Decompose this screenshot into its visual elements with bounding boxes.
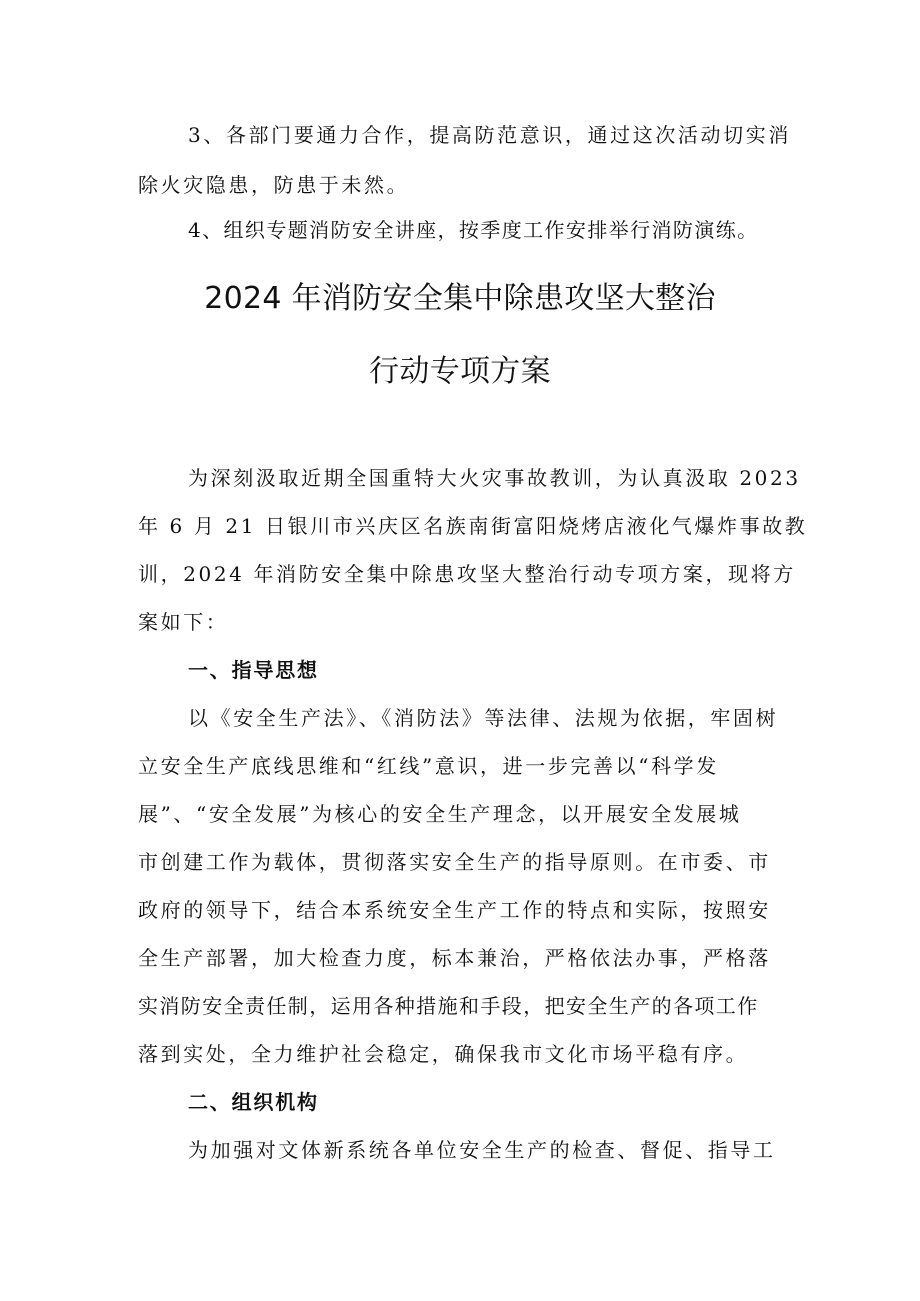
section-1-line-1: 以《安全生产法》、《消防法》等法律、法规为依据，牢固树 — [188, 706, 779, 730]
section-2-line-1: 为加强对文体新系统各单位安全生产的检查、督促、指导工 — [188, 1138, 776, 1162]
section-1-line-5: 政府的领导下，结合本系统安全生产工作的特点和实际，按照安 — [138, 898, 771, 922]
section-1-line-4: 市创建工作为载体，贯彻落实安全生产的指导原则。在市委、市 — [138, 850, 771, 874]
preface-line-3: 训，2024 年消防安全集中除患攻坚大整治行动专项方案，现将方 — [138, 562, 796, 586]
preface-line-1: 为深刻汲取近期全国重特大火灾事故教训，为认真汲取 2023 — [188, 466, 801, 490]
intro-item-3-line-2: 除火灾隐患，防患于未然。 — [138, 173, 410, 197]
preface-line-4: 案如下： — [138, 610, 229, 634]
intro-item-4: 4、组织专题消防安全讲座，按季度工作安排举行消防演练。 — [188, 218, 759, 242]
section-1-line-7: 实消防安全责任制，运用各种措施和手段，把安全生产的各项工作 — [138, 994, 759, 1018]
section-1-line-2: 立安全生产底线思维和“红线”意识，进一步完善以“科学发 — [138, 754, 719, 778]
intro-item-3-line-1: 3、各部门要通力合作，提高防范意识，通过这次活动切实消 — [188, 123, 791, 147]
document-title-line-1: 2024 年消防安全集中除患攻坚大整治 — [204, 281, 716, 316]
section-heading-guiding-ideology: 一、指导思想 — [188, 658, 319, 682]
preface-line-2: 年 6 月 21 日银川市兴庆区名族南街富阳烧烤店液化气爆炸事故教 — [138, 514, 808, 538]
section-1-line-6: 全生产部署，加大检查力度，标本兼治，严格依法办事，严格落 — [138, 946, 771, 970]
section-1-line-8: 落到实处，全力维护社会稳定，确保我市文化市场平稳有序。 — [138, 1042, 749, 1066]
section-1-line-3: 展”、“安全发展”为核心的安全生产理念，以开展安全发展城 — [138, 802, 742, 826]
document-title-line-2: 行动专项方案 — [369, 354, 551, 389]
section-heading-organization: 二、组织机构 — [188, 1090, 319, 1114]
